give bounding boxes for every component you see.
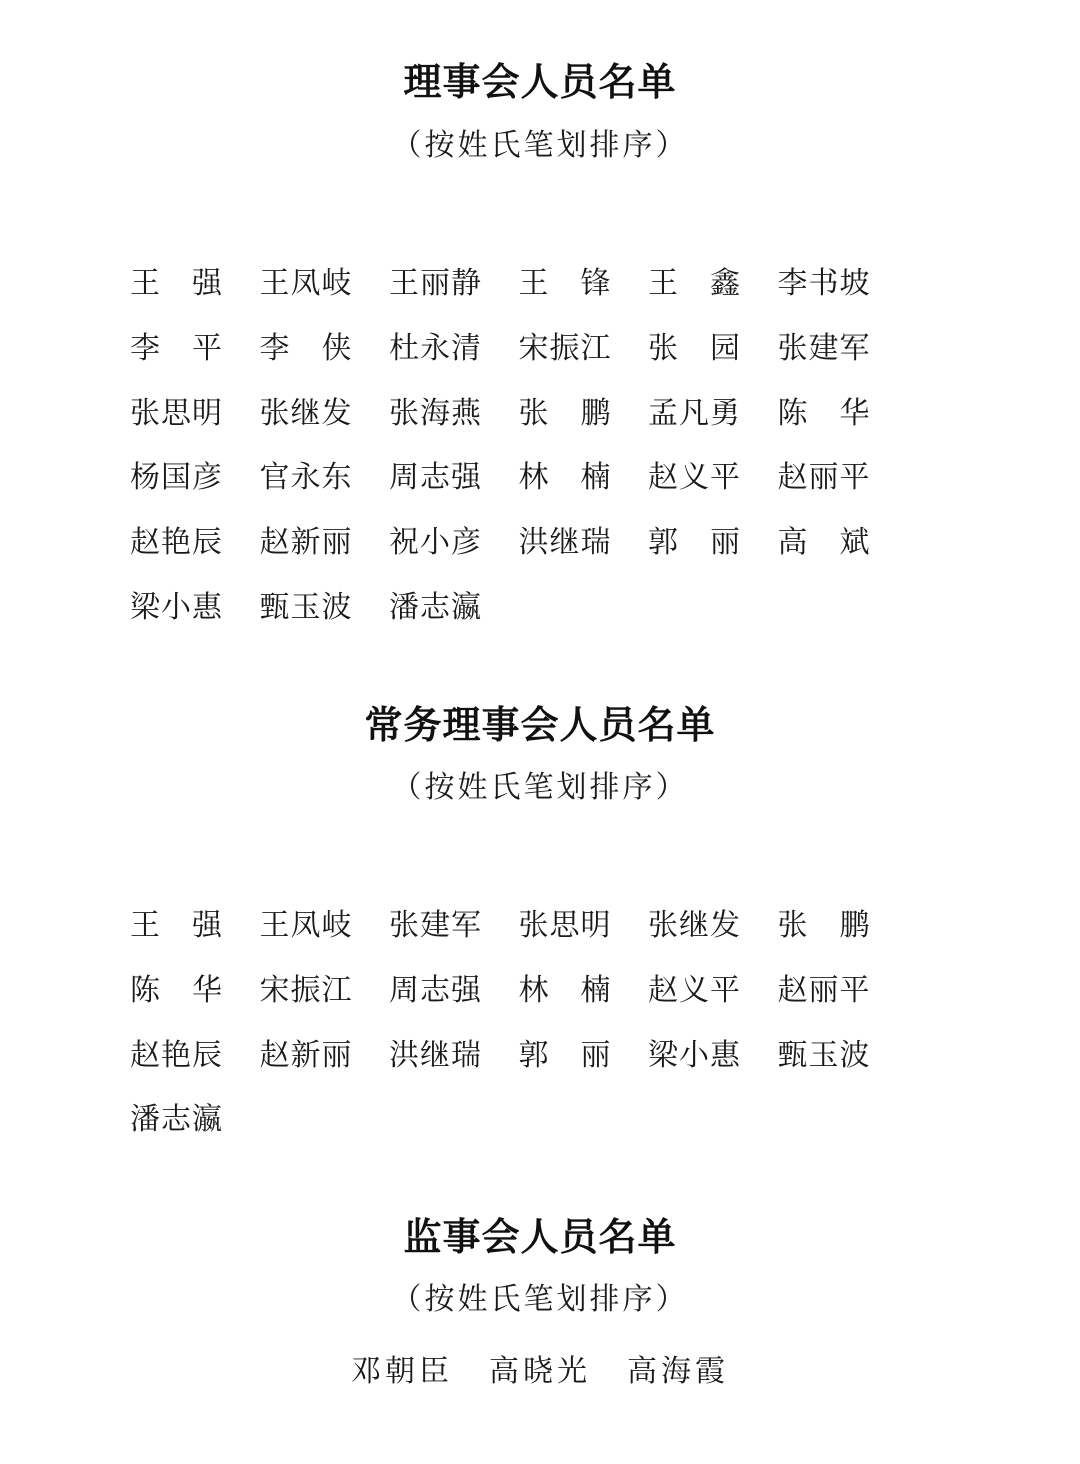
standing-subtitle: （按姓氏笔划排序） [391, 770, 689, 805]
board-title: 理事会人员名单 [403, 60, 677, 104]
member-name: 赵 艳 辰 [130, 1037, 222, 1073]
member-name: 赵 艳 辰 [130, 525, 222, 561]
member-name: 张 鹏 [777, 908, 870, 943]
member-name: 王 锋 [518, 266, 611, 301]
member-name: 官 永 东 [259, 460, 352, 496]
member-name: 张 思 明 [130, 395, 222, 431]
member-name: 陈 华 [130, 972, 222, 1008]
member-name: 赵 义 平 [648, 972, 740, 1008]
supervisory-subtitle: （按姓氏笔划排序） [391, 1282, 689, 1317]
member-name: 周 志 强 [389, 972, 481, 1008]
standing-title: 常务理事会人员名单 [364, 703, 716, 747]
supervisor-name: 高海霞 [627, 1354, 729, 1389]
member-name: 洪 继 瑞 [518, 525, 611, 561]
member-name: 李 平 [130, 330, 222, 366]
supervisor-name: 高晓光 [489, 1354, 591, 1389]
member-name: 张 继 发 [259, 395, 352, 431]
member-name: 高 斌 [777, 525, 870, 561]
member-name: 王 丽 静 [389, 266, 481, 301]
supervisory-title: 监事会人员名单 [403, 1215, 677, 1259]
member-name: 王 凤 岐 [259, 266, 352, 301]
member-name: 宋 振 江 [518, 330, 611, 366]
member-name: 张 继 发 [648, 908, 740, 943]
member-name: 王 强 [130, 266, 222, 301]
member-name: 张 海 燕 [389, 395, 481, 431]
member-name: 潘 志 瀛 [389, 590, 481, 625]
member-name: 杜 永 清 [389, 330, 481, 366]
member-name: 祝 小 彦 [389, 525, 481, 561]
member-name: 郭 丽 [518, 1037, 611, 1073]
member-name: 王 凤 岐 [259, 908, 352, 943]
member-name: 洪 继 瑞 [389, 1037, 481, 1073]
supervisor-name: 邓朝臣 [351, 1354, 453, 1389]
member-name: 张 园 [648, 330, 740, 366]
member-name: 梁 小 惠 [130, 590, 222, 625]
member-name: 王 强 [130, 908, 222, 943]
member-name: 赵 义 平 [648, 460, 740, 496]
member-name: 赵 新 丽 [259, 1037, 352, 1073]
supervisory-name-list [0, 1352, 1080, 1392]
member-name: 张 建 军 [777, 330, 870, 366]
member-name: 林 楠 [518, 460, 611, 496]
member-name: 陈 华 [777, 395, 870, 431]
board-subtitle: （按姓氏笔划排序） [391, 128, 689, 163]
member-name: 林 楠 [518, 972, 611, 1008]
member-name: 郭 丽 [648, 525, 740, 561]
member-name: 李 书 坡 [777, 266, 870, 301]
member-name: 张 建 军 [389, 908, 481, 943]
member-name: 赵 新 丽 [259, 525, 352, 561]
member-name: 赵 丽 平 [777, 460, 870, 496]
member-name: 杨 国 彦 [130, 460, 222, 496]
member-name: 张 思 明 [518, 908, 611, 943]
member-name: 赵 丽 平 [777, 972, 870, 1008]
member-name: 周 志 强 [389, 460, 481, 496]
member-name: 梁 小 惠 [648, 1037, 740, 1073]
member-name: 甄 玉 波 [259, 590, 352, 625]
member-name: 王 鑫 [648, 266, 740, 301]
member-name: 李 侠 [259, 330, 352, 366]
member-name: 潘 志 瀛 [130, 1102, 222, 1138]
member-name: 宋 振 江 [259, 972, 352, 1008]
member-name: 孟 凡 勇 [648, 395, 740, 431]
member-name: 甄 玉 波 [777, 1037, 870, 1073]
member-name: 张 鹏 [518, 395, 611, 431]
